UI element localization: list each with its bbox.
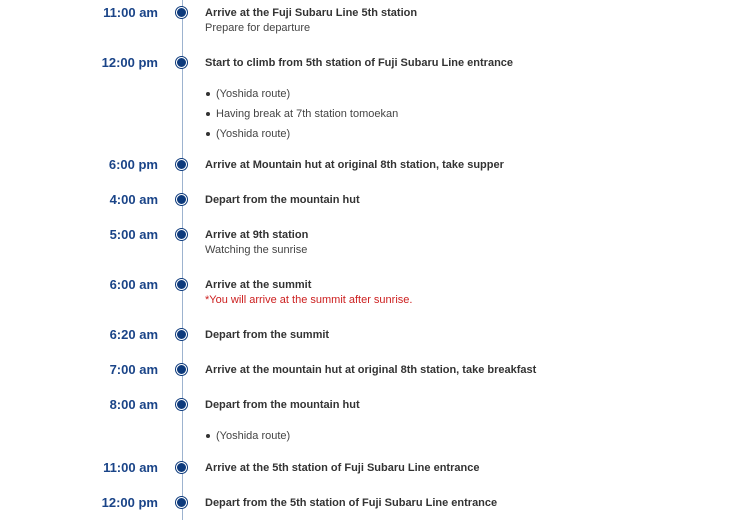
list-item: (Yoshida route) (205, 426, 725, 446)
entry-bullet-list (205, 426, 725, 446)
entry-title: Arrive at the mountain hut at original 8th station, take breakfast (205, 364, 537, 376)
entry-content (205, 227, 725, 257)
entry-content (205, 397, 725, 446)
entry-content (205, 495, 725, 511)
entry-time: 4:00 am (109, 192, 158, 207)
entry-time: 8:00 am (109, 397, 158, 412)
entry-time: 6:20 am (109, 327, 158, 342)
timeline-dot-icon (176, 159, 187, 170)
entry-content (205, 5, 725, 35)
entry-content (205, 55, 725, 144)
entry-time: 6:00 am (109, 277, 158, 292)
timeline-dot-icon (176, 329, 187, 340)
entry-title: Depart from the 5th station of Fuji Subaru Line entrance (205, 497, 498, 509)
entry-title: Depart from the mountain hut (205, 399, 360, 411)
timeline-line (182, 0, 183, 520)
entry-subtitle: Prepare for departure (205, 22, 311, 34)
timeline-dot-icon (176, 497, 187, 508)
summit-warning-note: *You will arrive at the summit after sunrise. (205, 294, 413, 306)
entry-title: Arrive at the summit (205, 279, 312, 291)
entry-content (205, 362, 725, 378)
list-item: (Yoshida route) (205, 84, 725, 104)
timeline-dot-icon (176, 279, 187, 290)
entry-time: 7:00 am (109, 362, 158, 377)
entry-title: Arrive at Mountain hut at original 8th station, take supper (205, 159, 504, 171)
entry-subtitle: Watching the sunrise (205, 244, 308, 256)
timeline-dot-icon (176, 364, 187, 375)
timeline-dot-icon (176, 229, 187, 240)
entry-time: 11:00 am (103, 460, 158, 475)
entry-time: 11:00 am (103, 5, 158, 20)
entry-time: 12:00 pm (101, 55, 158, 70)
entry-content (205, 327, 725, 343)
timeline-dot-icon (176, 57, 187, 68)
entry-content (205, 460, 725, 476)
entry-title: Arrive at the Fuji Subaru Line 5th station (205, 7, 418, 19)
entry-title: Start to climb from 5th station of Fuji Subaru Line entrance (205, 57, 514, 69)
entry-content (205, 192, 725, 208)
entry-title: Arrive at 9th station (205, 229, 309, 241)
entry-content (205, 277, 725, 307)
entry-bullet-list (205, 84, 725, 144)
entry-content (205, 157, 725, 173)
entry-title: Depart from the summit (205, 329, 330, 341)
entry-time: 5:00 am (109, 227, 158, 242)
list-item: (Yoshida route) (205, 124, 725, 144)
entry-time: 12:00 pm (101, 495, 158, 510)
entry-title: Arrive at the 5th station of Fuji Subaru Line entrance (205, 462, 480, 474)
entry-time: 6:00 pm (108, 157, 158, 172)
timeline-dot-icon (176, 462, 187, 473)
entry-title: Depart from the mountain hut (205, 194, 360, 206)
timeline-dot-icon (176, 7, 187, 18)
timeline-dot-icon (176, 194, 187, 205)
timeline-dot-icon (176, 399, 187, 410)
list-item: Having break at 7th station tomoekan (205, 104, 725, 124)
